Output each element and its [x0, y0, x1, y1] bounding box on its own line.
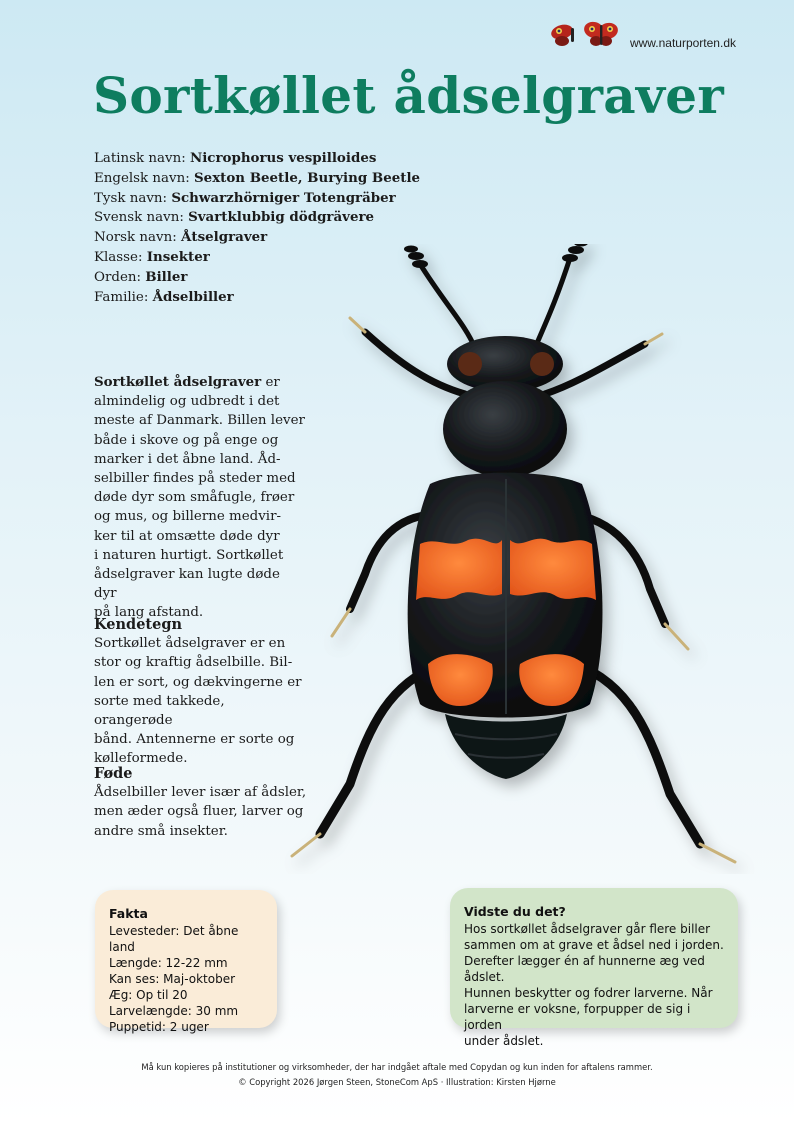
name-value: Åtselgraver [181, 229, 268, 246]
intro-line: ker til at omsætte døde dyr [94, 528, 280, 544]
name-label: Klasse: [94, 249, 143, 265]
intro-line: døde dyr som småfugle, frøer [94, 490, 295, 506]
intro-line: på lang afstand. [94, 605, 204, 621]
name-value: Biller [145, 268, 188, 285]
section-line: sorte med takkede, orangerøde [94, 693, 225, 729]
did-you-know-line: larverne er voksne, forpupper de sig i jorden [464, 1002, 691, 1032]
footer [0, 1060, 794, 1090]
name-label: Orden: [94, 269, 142, 285]
intro-line: Sortkøllet ådselgraver er [94, 374, 280, 390]
copyright: © Copyright 2026 Jørgen Steen, StoneCom ApS · Illustration: Kirsten Hjørne [238, 1077, 556, 1087]
section-line: stor og kraftig ådselbille. Bil- [94, 655, 293, 671]
intro-line: ådselgraver kan lugte døde dyr [94, 567, 280, 602]
fakta-box [95, 890, 277, 1034]
intro-line: og mus, og billerne medvir- [94, 509, 282, 525]
fakta-item: Levesteder: Det åbne land [109, 924, 239, 954]
fakta-item: Kan ses: Maj-oktober [109, 972, 236, 986]
name-label: Tysk navn: [94, 190, 168, 206]
did-you-know-box [450, 888, 738, 1048]
beetle-illustration [270, 244, 770, 874]
fakta-heading: Fakta [109, 906, 148, 921]
section-line: bånd. Antennerne er sorte og [94, 732, 295, 748]
intro-bold: Sortkøllet ådselgraver [94, 374, 262, 390]
name-row-swedish [94, 208, 420, 228]
did-you-know-line: Hunnen beskytter og fodrer larverne. Når [464, 986, 713, 1000]
intro-line: i naturen hurtigt. Sortkøllet [94, 547, 284, 563]
name-value: Ådselbiller [152, 288, 234, 305]
name-row-german [94, 189, 420, 209]
name-row-latin [94, 149, 420, 169]
name-label: Svensk navn: [94, 210, 184, 226]
did-you-know-line: Hos sortkøllet ådselgraver går flere biller [464, 922, 711, 936]
section-line: men æder også fluer, larver og [94, 804, 304, 820]
section-line: andre små insekter. [94, 823, 228, 839]
name-value: Insekter [146, 248, 210, 265]
name-value: Svartklubbig dödgrävere [188, 209, 375, 226]
section-line: Ådselbiller lever især af ådsler, [94, 785, 307, 801]
name-label: Norsk navn: [94, 230, 177, 246]
section-line: Sortkøllet ådselgraver er en [94, 636, 286, 652]
intro-line: almindelig og udbredt i det [94, 394, 280, 410]
did-you-know-line: under ådslet. [464, 1034, 544, 1048]
header-logo [548, 18, 736, 52]
section-heading: Kendetegn [94, 616, 183, 633]
name-row-english [94, 169, 420, 189]
fakta-item: Æg: Op til 20 [109, 988, 188, 1002]
name-label: Latinsk navn: [94, 151, 186, 166]
website-link[interactable]: www.naturporten.dk [629, 36, 736, 50]
page-title: Sortkøllet ådselgraver [93, 66, 725, 125]
intro-line: meste af Danmark. Billen lever [94, 413, 305, 429]
name-value: Sexton Beetle, Burying Beetle [194, 169, 421, 186]
intro-line: både i skove og på enge og [94, 432, 279, 448]
name-value: Nicrophorus vespilloides [189, 150, 377, 166]
fakta-item: Puppetid: 2 uger [109, 1020, 209, 1034]
did-you-know-heading: Vidste du det? [464, 904, 566, 919]
section-heading: Føde [94, 765, 133, 782]
name-label: Familie: [94, 289, 149, 305]
copy-notice: Må kun kopieres på institutioner og virksomheder, der har indgået aftale med Copydan og kun inden for aftalens rammer. [141, 1062, 653, 1072]
section-line: kølleformede. [94, 751, 188, 767]
name-label: Engelsk navn: [94, 170, 190, 186]
intro-line: selbiller findes på steder med [94, 471, 296, 487]
section-line: len er sort, og dækvingerne er [94, 674, 302, 690]
name-value: Schwarzhörniger Totengräber [171, 189, 396, 206]
fakta-item: Larvelængde: 30 mm [109, 1004, 239, 1018]
intro-line: marker i det åbne land. Åd- [94, 451, 281, 467]
fakta-item: Længde: 12-22 mm [109, 956, 228, 970]
did-you-know-line: sammen om at grave et ådsel ned i jorden. [464, 938, 724, 952]
did-you-know-line: Derefter lægger én af hunnerne æg ved ådslet. [464, 954, 705, 984]
butterfly-icon [548, 18, 624, 52]
